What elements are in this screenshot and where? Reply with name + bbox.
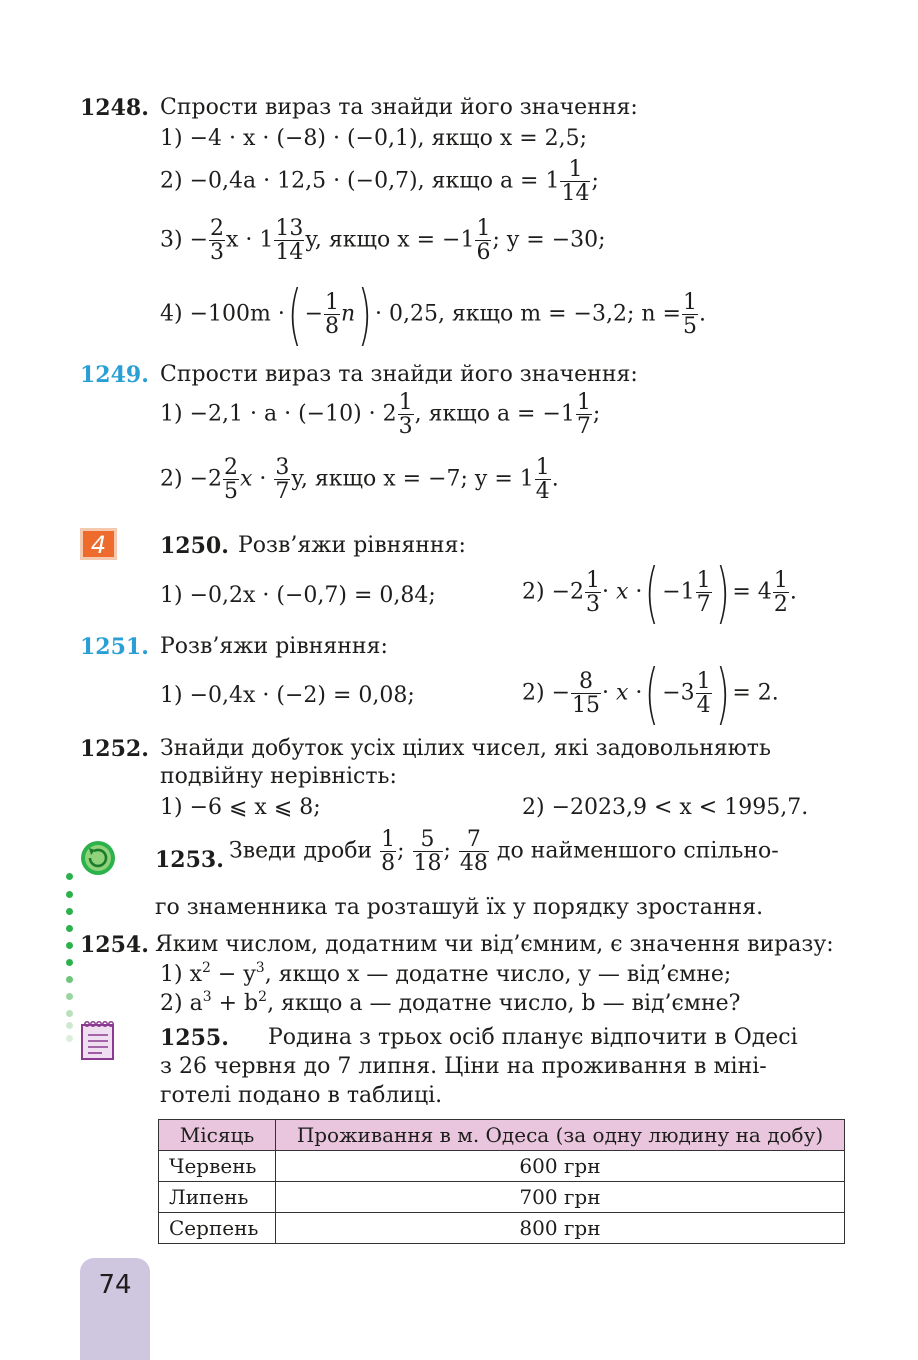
repeat-cycle-icon: [80, 840, 116, 876]
table-row: [159, 1182, 845, 1213]
problem-1255-number: 1255.: [160, 1025, 229, 1051]
problem-1250-item-1: 1) −0,2x · (−0,7) = 0,84;: [160, 583, 436, 608]
table-cell-month: Липень: [159, 1182, 276, 1213]
notebook-icon: [80, 1020, 116, 1060]
problem-1248-number: 1248.: [80, 95, 149, 121]
problem-1249-task: Спрости вираз та знайди його значення:: [160, 362, 638, 387]
problem-1254-item-2: 2) $a^3 + b^2$, якщо a — додатне число, b — від’ємне?: [160, 989, 741, 1016]
problem-1248-item-3: 3) − $\frac{2}{3}$ x · 1 $\frac{13}{14}$ y, якщо x = −1 $\frac{1}{6}$ ; y = −30;: [160, 216, 606, 266]
dot-marker: [66, 959, 73, 966]
page-number: 74: [98, 1270, 132, 1300]
problem-1254-number: 1254.: [80, 932, 149, 958]
dot-marker: [66, 993, 73, 1000]
problem-1248-task: Спрости вираз та знайди його значення:: [160, 95, 638, 120]
table-cell-price: 600 грн: [276, 1151, 845, 1182]
problem-1250-task: Розв’яжи рівняння:: [238, 533, 466, 558]
problem-1250-number: 1250.: [160, 533, 229, 559]
dot-marker: [66, 1022, 73, 1029]
dot-marker: [66, 942, 73, 949]
table-cell-price: 800 грн: [276, 1213, 845, 1244]
table-cell-month: Серпень: [159, 1213, 276, 1244]
problem-1249-item-1: 1) −2,1 · a · (−10) · 2 $\frac{1}{3}$ , якщо a = −1 $\frac{1}{7}$ ;: [160, 390, 601, 440]
problem-1255-line-2: з 26 червня до 7 липня. Ціни на проживання в міні-: [160, 1054, 767, 1079]
dot-marker: [66, 925, 73, 932]
table-cell-price: 700 грн: [276, 1182, 845, 1213]
problem-1248-item-2: 2) −0,4a · 12,5 · (−0,7), якщо a = 1 $\frac{1}{14}$ ;: [160, 157, 599, 207]
table-header-price: Проживання в м. Одеса (за одну людину на добу): [276, 1120, 845, 1151]
problem-1251-task: Розв’яжи рівняння:: [160, 634, 388, 659]
problem-1252-item-1: 1) −6 ⩽ x ⩽ 8;: [160, 795, 321, 820]
table-header-month: Місяць: [159, 1120, 276, 1151]
dot-marker: [66, 908, 73, 915]
problem-1252-number: 1252.: [80, 736, 149, 762]
problem-1248-item-1: 1) −4 · x · (−8) · (−0,1), якщо x = 2,5;: [160, 126, 588, 151]
page-number-tab: [80, 1258, 150, 1360]
table-row: [159, 1151, 845, 1182]
problem-1249-item-2: 2) −2 $\frac{2}{5}$ x · $\frac{3}{7}$ y, якщо x = −7; y = 1 $\frac{1}{4}$ .: [160, 455, 559, 505]
problem-1253-number: 1253.: [155, 847, 224, 873]
level-4-badge-icon: [80, 528, 117, 560]
table-row: [159, 1213, 845, 1244]
problem-1252-item-2: 2) −2023,9 < x < 1995,7.: [522, 795, 809, 820]
problem-1251-item-1: 1) −0,4x · (−2) = 0,08;: [160, 683, 415, 708]
table-header-row: [159, 1120, 845, 1151]
problem-1251-number: 1251.: [80, 634, 149, 660]
problem-1254-task: Яким числом, додатним чи від’ємним, є значення виразу:: [155, 932, 834, 957]
dot-marker: [66, 1010, 73, 1017]
problem-1248-item-4: 4) −100m ·( − $\frac{1}{8}$ n) · 0,25, якщо m = −3,2; n = $\frac{1}{5}$ .: [160, 276, 706, 353]
dot-marker: [66, 873, 73, 880]
dot-marker: [66, 1035, 73, 1042]
problem-1250-item-2: 2) −2 $\frac{1}{3}$ · x ·( −1 $\frac{1}{7}$ ) = 4 $\frac{1}{2}$ .: [522, 554, 797, 631]
problem-1255-line-3: готелі подано в таблиці.: [160, 1083, 443, 1108]
problem-1251-item-2: 2) − $\frac{8}{15}$ · x ·( −3 $\frac{1}{4}$ ) = 2.: [522, 655, 779, 732]
problem-1255-line-1: Родина з трьох осіб планує відпочити в Одесі: [268, 1025, 798, 1050]
table-cell-month: Червень: [159, 1151, 276, 1182]
problem-1254-item-1: 1) $x^2 - y^3$, якщо x — додатне число, y — від’ємне;: [160, 960, 732, 987]
dot-marker: [66, 976, 73, 983]
problem-1253-line-2: го знаменника та розташуй їх у порядку зростання.: [155, 895, 764, 920]
problem-1249-number: 1249.: [80, 362, 149, 388]
price-table: [158, 1119, 845, 1244]
dot-marker: [66, 891, 73, 898]
svg-text:4: 4: [90, 531, 107, 559]
problem-1252-line-2: подвійну нерівність:: [160, 764, 397, 789]
problem-1253-line-1: Зведи дроби $\frac{1}{8}$ ; $\frac{5}{18}$ ; $\frac{7}{48}$ до найменшого спільно-: [229, 827, 779, 877]
problem-1252-line-1: Знайди добуток усіх цілих чисел, які задовольняють: [160, 736, 771, 761]
